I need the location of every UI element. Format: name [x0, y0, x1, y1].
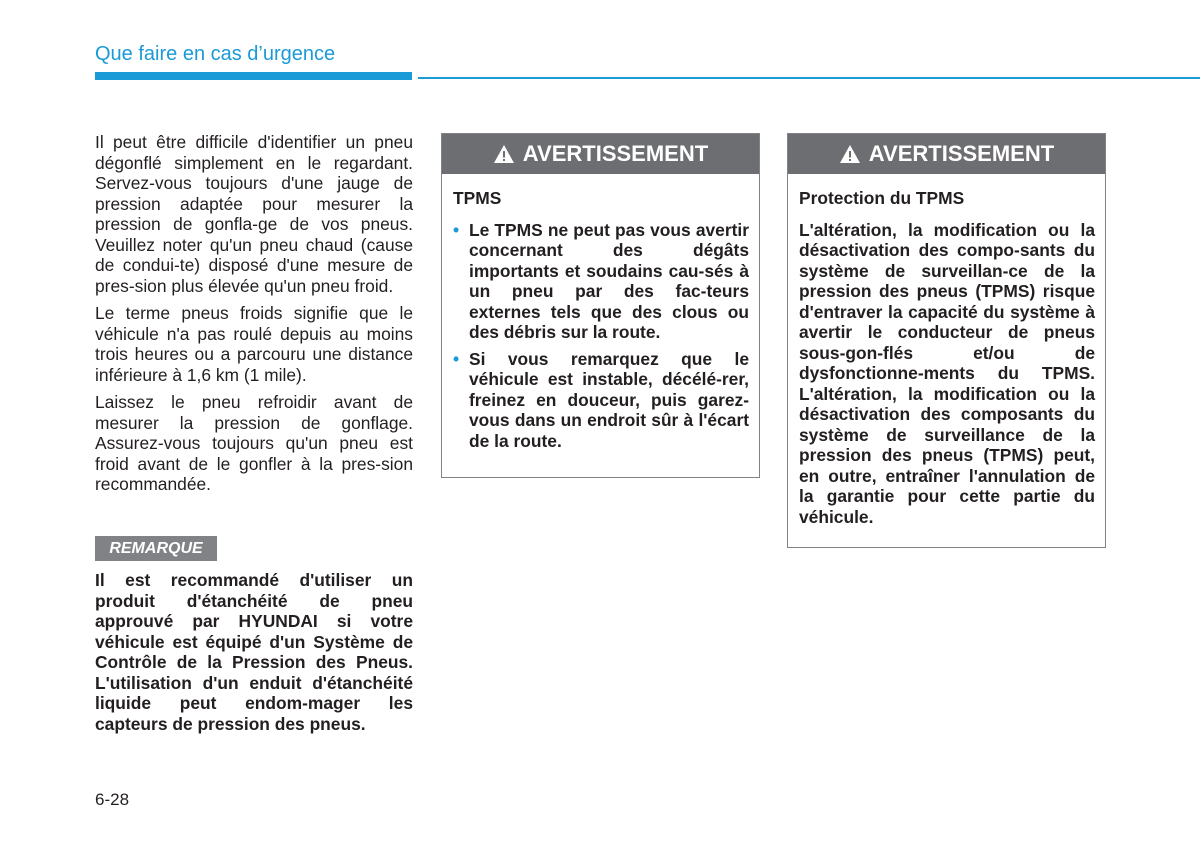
warning-body [442, 174, 759, 477]
warning-subtitle: Protection du TPMS [799, 188, 965, 208]
paragraph: Le terme pneus froids signifie que le véhicule n'a pas roulé depuis au moins trois heures ou a parcouru une distance inférieure à 1,6 km (1 mile). [95, 303, 413, 385]
warning-body [788, 174, 1105, 547]
page-number: 6-28 [95, 790, 130, 809]
paragraph: Il peut être difficile d'identifier un pneu dégonflé simplement en le regardant. Servez-vous toujours d'une jauge de pression adaptée pour mesurer la pression de gonfla-ge de vos pneus. Veuillez noter qu'un pneu chaud (cause de condui-te) disposé d'une mesure de pres-sion plus élevée qu'un pneu froid. [95, 132, 413, 296]
list-item [453, 220, 749, 343]
header-accent-bar [95, 72, 412, 80]
warning-text: L'altération, la modification ou la désactivation des compo-sants du système de surveillan-ce de la pression des pneus (TPMS) risque d'entraver la capacité du système à avertir le conducteur de pneus sous-gon-flés et/ou de dysfonctionne-ments du TPMS. L'altération, la modification ou la désactivation des composants du système de surveillance de la pression des pneus (TPMS) peut, en outre, entraîner l'annulation de la garantie pour cette partie du véhicule. [799, 219, 1095, 527]
list-item [453, 349, 749, 452]
warning-triangle-icon [839, 144, 861, 164]
warning-header [442, 134, 759, 174]
warning-header [788, 134, 1105, 174]
left-column [95, 132, 413, 502]
warning-title: AVERTISSEMENT [522, 141, 709, 166]
list-item-text: Le TPMS ne peut pas vous avertir concernant des dégâts importants et soudains cau-sés à un pneu par des fac-teurs externes tels que des clous ou des débris sur la route. [469, 219, 749, 342]
warning-triangle-icon [493, 144, 515, 164]
warning-box-tpms [441, 133, 760, 478]
warning-title: AVERTISSEMENT [868, 141, 1055, 166]
page-header-title: Que faire en cas d’urgence [95, 43, 336, 65]
bullet-icon: • [453, 219, 460, 240]
paragraph: Laissez le pneu refroidir avant de mesurer la pression de gonflage. Assurez-vous toujours qu'un pneu est froid avant de le gonfler à la pres-sion recommandée. [95, 392, 413, 494]
note-badge: REMARQUE [95, 536, 217, 561]
header-rule [418, 77, 1200, 79]
warning-subtitle: TPMS [453, 188, 502, 208]
warning-bullet-list [453, 220, 749, 452]
list-item-text: Si vous remarquez que le véhicule est instable, décélé-rer, freinez en douceur, puis garez-vous dans un endroit sûr à l'écart de la route. [469, 348, 749, 451]
note-text: Il est recommandé d'utiliser un produit d'étanchéité de pneu approuvé par HYUNDAI si votre véhicule est équipé d'un Système de Contrôle de la Pression des Pneus. L'utilisation d'un enduit d'étanchéité liquide peut endom-mager les capteurs de pression des pneus. [95, 570, 413, 734]
warning-box-tpms-protection [787, 133, 1106, 548]
bullet-icon: • [453, 348, 460, 369]
